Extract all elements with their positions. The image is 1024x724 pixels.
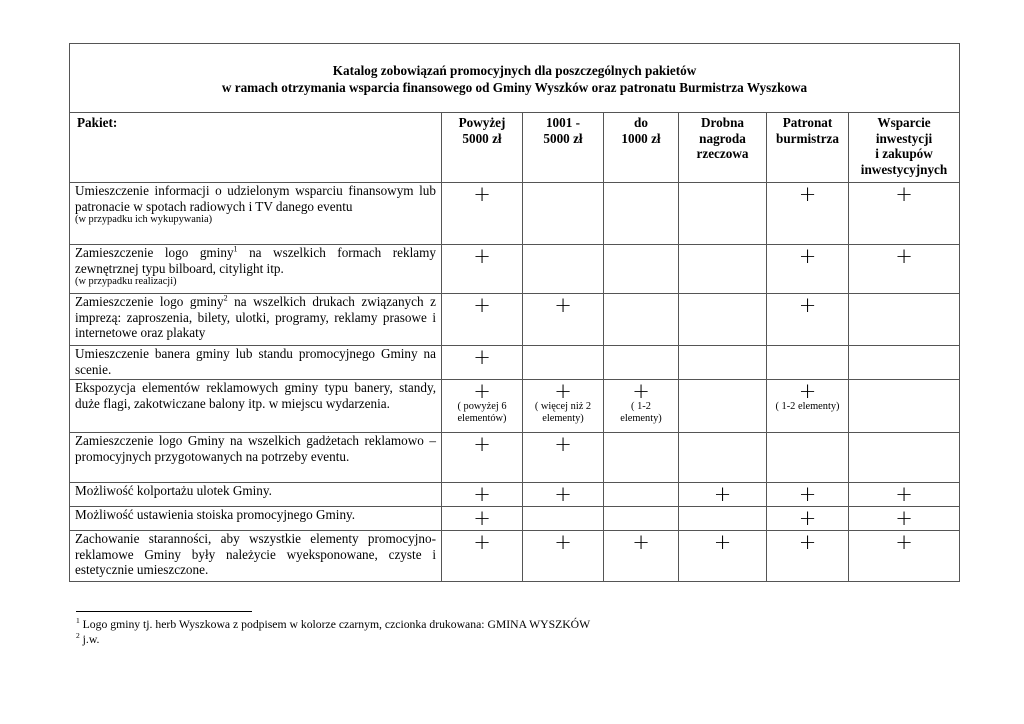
package-mark-cell [442, 531, 523, 582]
plus-mark: + [895, 506, 913, 530]
plus-mark: + [632, 379, 650, 403]
plus-mark: + [798, 182, 817, 206]
plus-mark: + [798, 244, 817, 268]
title-line-1: Katalog zobowiązań promocyjnych dla poszczególnych pakietów [332, 63, 697, 78]
table-row [70, 245, 960, 294]
package-mark-cell [604, 483, 679, 507]
header-col-6: Wsparcie inwestycji i zakupów inwestycyjnych [849, 113, 960, 183]
package-mark-cell [523, 483, 604, 507]
row-description: Zachowanie staranności, aby wszystkie elementy promocyjno-reklamowe Gminy były należycie wyeksponowane, czyste i estetycznie umieszczone. [70, 531, 442, 582]
package-mark-cell [604, 294, 679, 346]
plus-mark: + [632, 530, 650, 554]
package-mark-cell [679, 183, 767, 245]
footnote-divider [76, 611, 252, 612]
package-mark-cell [604, 380, 679, 433]
plus-mark: + [473, 506, 491, 530]
table-row [70, 380, 960, 433]
package-mark-cell [604, 183, 679, 245]
plus-mark: + [895, 244, 913, 268]
package-mark-cell [442, 483, 523, 507]
mark-qualifier: ( więcej niż 2 elementy) [534, 401, 592, 424]
row-description: Umieszczenie informacji o udzielonym wsparciu finansowym lub patronacie w spotach radiowych i TV danego eventu (w przypadku ich wykupywania) [70, 183, 442, 245]
plus-mark: + [713, 530, 732, 554]
header-col-3: do 1000 zł [604, 113, 679, 183]
plus-mark: + [798, 506, 817, 530]
package-mark-cell [523, 507, 604, 531]
promotion-catalog-table [69, 43, 960, 582]
package-mark-cell [679, 380, 767, 433]
package-mark-cell [523, 433, 604, 483]
package-mark-cell [523, 346, 604, 380]
package-mark-cell [849, 483, 960, 507]
package-mark-cell [849, 507, 960, 531]
row-description: Zamieszczenie logo gminy$^2$ na wszelkich drukach związanych z imprezą: zaproszenia, bilety, ulotki, programy, reklamy prasowe i internetowe oraz plakaty [70, 294, 442, 346]
plus-mark: + [895, 482, 913, 506]
package-mark-cell [767, 346, 849, 380]
package-mark-cell [523, 380, 604, 433]
plus-mark: + [473, 432, 491, 456]
plus-mark: + [798, 530, 817, 554]
plus-mark: + [554, 432, 572, 456]
header-col-4: Drobna nagroda rzeczowa [679, 113, 767, 183]
plus-mark: + [554, 379, 572, 403]
plus-mark: + [473, 293, 491, 317]
plus-mark: + [895, 530, 913, 554]
package-mark-cell [849, 346, 960, 380]
row-description: Możliwość ustawienia stoiska promocyjnego Gminy. [70, 507, 442, 531]
header-col-2: 1001 - 5000 zł [523, 113, 604, 183]
package-mark-cell [604, 346, 679, 380]
package-mark-cell [523, 183, 604, 245]
package-mark-cell [849, 380, 960, 433]
plus-mark: + [798, 379, 817, 403]
table-row [70, 483, 960, 507]
package-mark-cell [442, 507, 523, 531]
plus-mark: + [713, 482, 732, 506]
table-row [70, 346, 960, 380]
package-mark-cell [767, 294, 849, 346]
mark-qualifier: ( 1-2 elementy) [775, 401, 840, 412]
package-mark-cell [767, 507, 849, 531]
package-mark-cell [679, 507, 767, 531]
footnote-2: $^2$ j.w. [76, 631, 100, 646]
package-mark-cell [442, 245, 523, 294]
plus-mark: + [798, 293, 817, 317]
package-mark-cell [442, 346, 523, 380]
plus-mark: + [895, 182, 913, 206]
footnote-1: $^1$ Logo gminy tj. herb Wyszkowa z podpisem w kolorze czarnym, czcionka drukowana: GMINA WYSZKÓW [76, 616, 591, 631]
package-mark-cell [767, 483, 849, 507]
plus-mark: + [473, 530, 491, 554]
header-col-5: Patronat burmistrza [767, 113, 849, 183]
row-description: Ekspozycja elementów reklamowych gminy typu banery, standy, duże flagi, zakotwiczane balony itp. w miejscu wydarzenia. [70, 380, 442, 433]
package-mark-cell [679, 294, 767, 346]
package-mark-cell [767, 183, 849, 245]
package-mark-cell [523, 245, 604, 294]
package-mark-cell [442, 294, 523, 346]
row-description: Możliwość kolportażu ulotek Gminy. [70, 483, 442, 507]
plus-mark: + [554, 293, 572, 317]
title-line-2: w ramach otrzymania wsparcia finansowego od Gminy Wyszków oraz patronatu Burmistrza Wyszkowa [221, 80, 808, 95]
plus-mark: + [473, 482, 491, 506]
plus-mark: + [554, 482, 572, 506]
row-description: Zamieszczenie logo gminy$^1$ na wszelkich formach reklamy zewnętrznej typu bilboard, citylight itp. (w przypadku realizacji) [70, 245, 442, 294]
header-col-1: Powyżej 5000 zł [442, 113, 523, 183]
table-row [70, 294, 960, 346]
mark-qualifier: ( 1-2 elementy) [620, 401, 662, 424]
table-title [70, 44, 960, 113]
plus-mark: + [554, 530, 572, 554]
plus-mark: + [473, 345, 491, 369]
package-mark-cell [849, 531, 960, 582]
package-mark-cell [442, 380, 523, 433]
row-description: Umieszczenie banera gminy lub standu promocyjnego Gminy na scenie. [70, 346, 442, 380]
package-mark-cell [679, 531, 767, 582]
package-mark-cell [679, 483, 767, 507]
package-mark-cell [679, 346, 767, 380]
package-mark-cell [442, 433, 523, 483]
package-mark-cell [523, 531, 604, 582]
header-pakiet: Pakiet: [70, 113, 442, 183]
package-mark-cell [604, 245, 679, 294]
package-mark-cell [523, 294, 604, 346]
package-mark-cell [679, 433, 767, 483]
row-description: Zamieszczenie logo Gminy na wszelkich gadżetach reklamowo – promocyjnych przygotowanych na potrzeby eventu. [70, 433, 442, 483]
package-mark-cell [604, 433, 679, 483]
table-row [70, 433, 960, 483]
package-mark-cell [849, 183, 960, 245]
table-row [70, 531, 960, 582]
plus-mark: + [473, 244, 491, 268]
plus-mark: + [473, 182, 491, 206]
mark-qualifier: ( powyżej 6 elementów) [457, 401, 507, 424]
package-mark-cell [849, 433, 960, 483]
table-row [70, 183, 960, 245]
row-note: (w przypadku ich wykupywania) [75, 214, 213, 225]
table-row [70, 507, 960, 531]
package-mark-cell [849, 294, 960, 346]
plus-mark: + [798, 482, 817, 506]
package-mark-cell [767, 245, 849, 294]
footnote-ref: 1 [233, 244, 238, 254]
package-mark-cell [604, 531, 679, 582]
package-mark-cell [849, 245, 960, 294]
row-note: (w przypadku realizacji) [75, 276, 177, 287]
plus-mark: + [473, 379, 491, 403]
package-mark-cell [442, 183, 523, 245]
package-mark-cell [767, 433, 849, 483]
package-mark-cell [604, 507, 679, 531]
footnote-ref: 2 [223, 293, 228, 303]
package-mark-cell [767, 380, 849, 433]
package-mark-cell [767, 531, 849, 582]
package-mark-cell [679, 245, 767, 294]
